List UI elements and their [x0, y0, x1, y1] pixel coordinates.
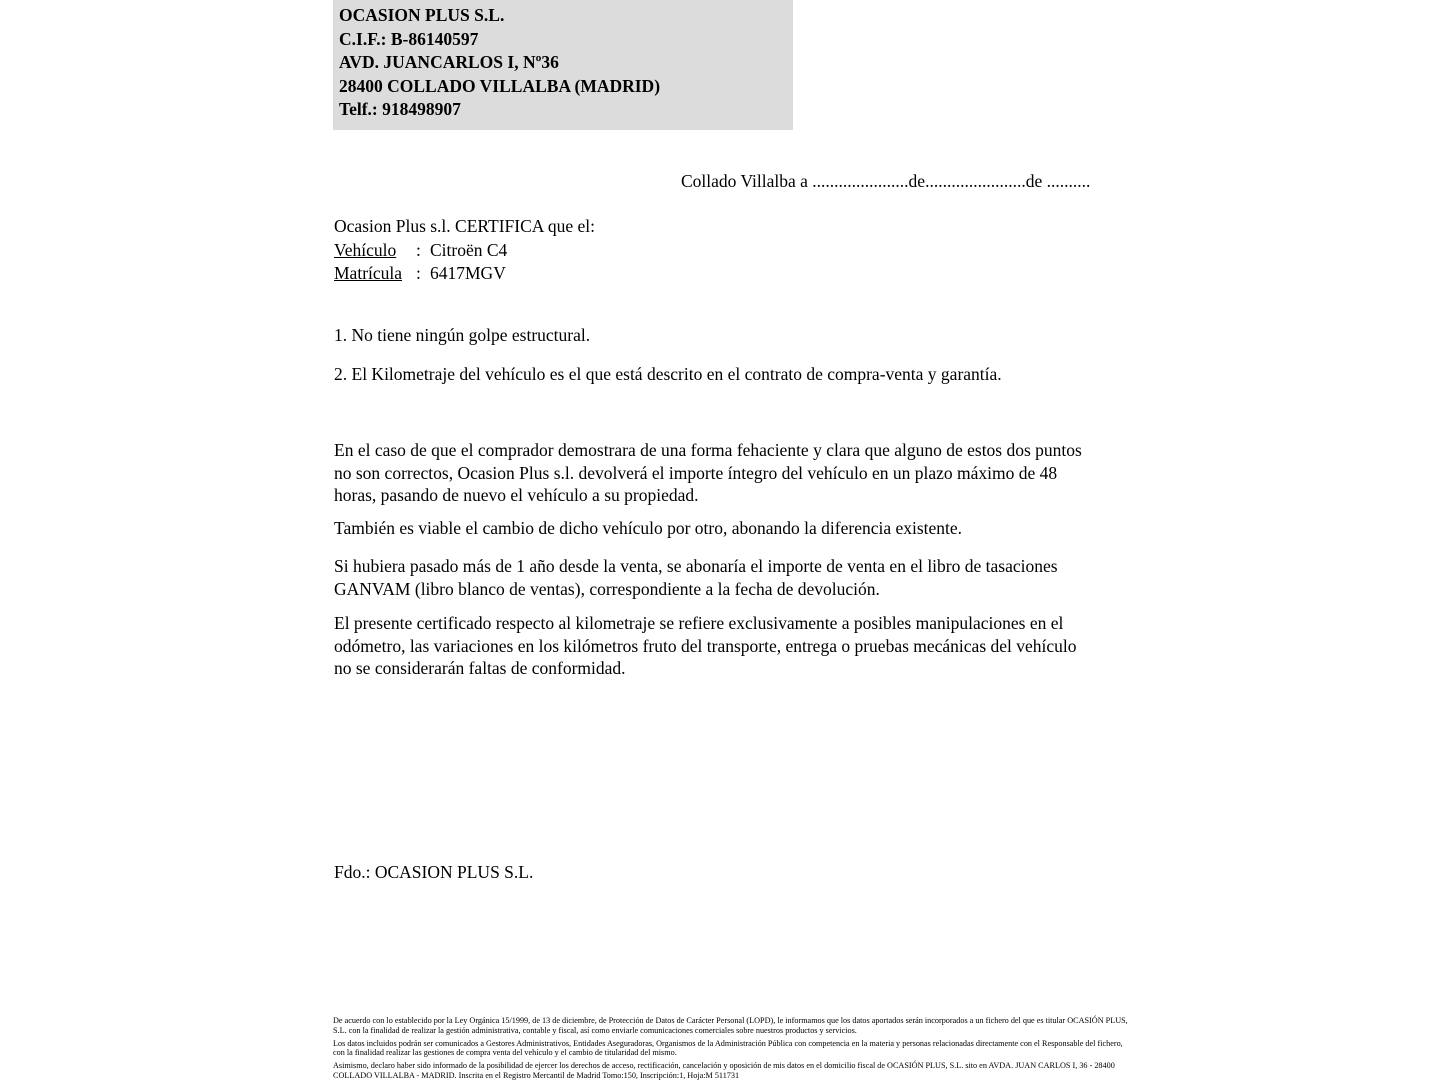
vehicle-value: Citroën C4 [430, 239, 508, 260]
company-name: OCASION PLUS S.L. [339, 5, 505, 25]
body-paragraph-3: Si hubiera pasado más de 1 año desde la venta, se abonaría el importe de venta en el libro de tasaciones GANVAM (libro blanco de ventas), correspondiente a la fecha de devolución. [334, 556, 1058, 599]
company-city: 28400 COLLADO VILLALBA (MADRID) [339, 75, 661, 96]
plate-row [334, 262, 595, 286]
vehicle-label: Vehículo [334, 239, 397, 260]
company-street: AVD. JUANCARLOS I, Nº36 [339, 52, 559, 72]
legal-notice [333, 1016, 1133, 1084]
body-paragraph-4: El presente certificado respecto al kilometraje se refiere exclusivamente a posibles manipulaciones en el odómetro, las variaciones en los kilómetros fruto del transporte, entrega o pruebas mecánicas del vehículo no se considerarán faltas de conformidad. [334, 613, 1077, 678]
company-letterhead [333, 0, 793, 130]
body-paragraph-1: En el caso de que el comprador demostrara de una forma fehaciente y clara que alguno de estos dos puntos no son correctos, Ocasion Plus s.l. devolverá el importe íntegro del vehículo en un plazo máximo de 48 horas, pasando de nuevo el vehículo a su propiedad. [334, 440, 1082, 505]
signature-line: Fdo.: OCASION PLUS S.L. [334, 862, 534, 882]
plate-label: Matrícula [334, 263, 403, 283]
body-paragraph-2: También es viable el cambio de dicho vehículo por otro, abonando la diferencia existente. [334, 518, 963, 538]
legal-paragraph-2: Los datos incluidos podrán ser comunicados a Gestores Administrativos, Entidades Aseguradoras, Organismos de la Administración Pública con competencia en la materia y personas relacionadas directamente con el Responsable del fichero, con la finalidad realizar las gestiones de compra venta del vehículo y el cambio de titularidad del mismo. [333, 1038, 1123, 1058]
vehicle-row [334, 239, 595, 263]
certified-point-2: 2. El Kilometraje del vehículo es el que está descrito en el contrato de compra-venta y garantía. [334, 364, 1002, 384]
certification-intro: Ocasion Plus s.l. CERTIFICA que el: [334, 216, 595, 236]
certification-block [334, 215, 595, 286]
place-date-line: Collado Villalba a ......................de.......................de .......... [681, 171, 1091, 191]
company-cif: C.I.F.: B-86140597 [339, 28, 479, 49]
vehicle-separator: : [416, 239, 421, 260]
company-phone: Telf.: 918498907 [339, 99, 461, 119]
legal-paragraph-3: Asimismo, declaro haber sido informado de la posibilidad de ejercer los derechos de acceso, rectificación, cancelación y oposición de mis datos en el domicilio fiscal de OCASIÓN PLUS, S.L. sito en AVDA. JUAN CARLOS I, 36 - 28400 COLLADO VILLALBA - MADRID. Inscrita en el Registro Mercantil de Madrid Tomo:150, Inscripción:1, Hoja:M 511731 [333, 1061, 1115, 1080]
plate-value: 6417MGV [430, 263, 506, 283]
legal-paragraph-1: De acuerdo con lo establecido por la Ley Orgánica 15/1999, de 13 de diciembre, de Protección de Datos de Carácter Personal (LOPD), le informamos que los datos aportados serán incorporados a un fichero del que es titular OCASIÓN PLUS, S.L. con la finalidad de realizar la gestión administrativa, contable y fiscal, así como enviarle comunicaciones comerciales sobre nuestros productos y servicios. [333, 1016, 1128, 1035]
plate-separator: : [416, 263, 421, 283]
certified-point-1: 1. No tiene ningún golpe estructural. [334, 325, 591, 345]
